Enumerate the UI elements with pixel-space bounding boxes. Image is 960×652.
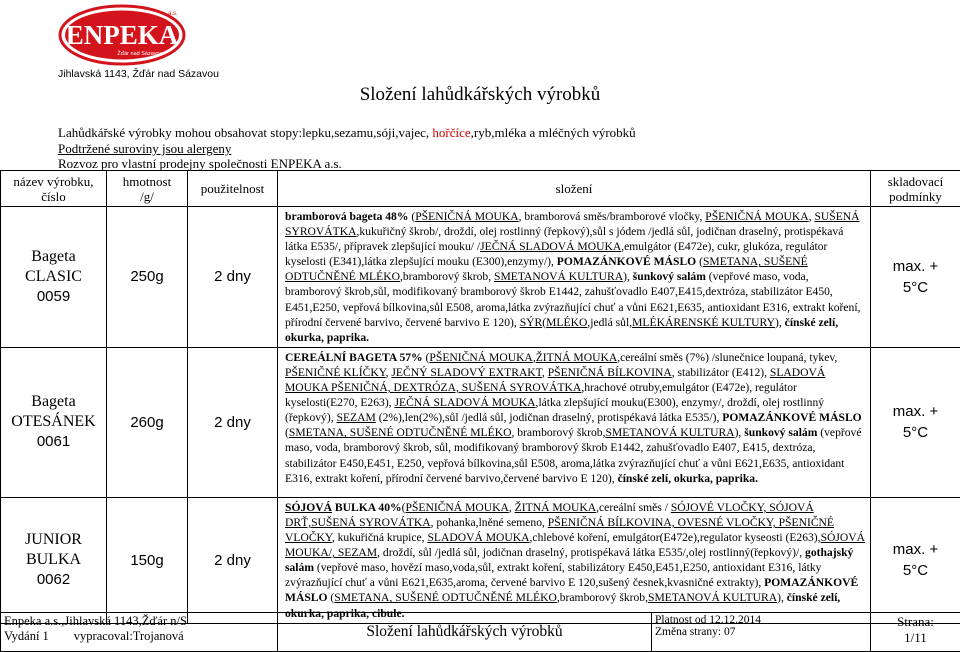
footer-page-change: Změna strany: 07	[655, 626, 736, 638]
table-row	[1, 207, 960, 348]
svg-text:a.s.: a.s.	[168, 11, 178, 17]
header-usage: použitelnost	[188, 171, 278, 207]
footer-doc-title: Složení lahůdkářských výrobků	[278, 613, 652, 652]
product-storage: max. + 5°C	[871, 497, 960, 623]
header-storage: skladovací podmínky	[871, 171, 960, 207]
company-address: Jihlavská 1143, Žďár nad Sázavou	[58, 68, 219, 80]
footer-page-label: Strana:	[897, 614, 934, 629]
product-name: JUNIOR BULKA 0062	[1, 497, 107, 623]
product-storage: max. + 5°C	[871, 347, 960, 497]
product-composition: bramborová bageta 48% (PŠENIČNÁ MOUKA, bramborová směs/bramborové vločky, PŠENIČNÁ MOUKA, SUŠENÁ SYROVÁTKA,kukuřičný škrob/, droždí, olej rostlinný (řepkový),sůl s jódem /jedlá sůl, jodičnan draselný, protispékavá látka E535/, přípravek zlepšující mouku/ /JEČNÁ SLADOVÁ MOUKA,emulgátor (E472e), cukr, glukóza, regulátor kyselosti (E341),látka zlepšující mouku (E300),enzymy/), POMAZÁNKOVÉ MÁSLO (SMETANA, SUŠENÉ ODTUČNĚNÉ MLÉKO,bramborový škrob, SMETANOVÁ KULTURA), šunkový salám (vepřové maso, voda, bramborový škrob,sůl, modifikovaný bramborový škrob E1442, zahušťovadlo E407,E415,dextróza, stabilizátor E450, E451,E250, vepřová bílkovina,sůl E508, aroma,látka zvýrazňující chuť a vůni E621,E635, antioxidant E316, extrakt koření, přírodní červené barvivo, červené barvivo E 120), SÝR(MLÉKO,jedlá sůl,MLÉKÁRENSKÉ KULTURY), čínské zelí, okurka, paprika.	[278, 207, 871, 348]
footer-issue: Vydání 1 vypracoval:Trojanová	[4, 629, 184, 643]
product-storage: max. + 5°C	[871, 207, 960, 348]
svg-text:Žďár nad Sázavou: Žďár nad Sázavou	[117, 51, 163, 57]
table-row	[1, 497, 960, 623]
product-weight: 150g	[107, 497, 188, 623]
header-composition: složení	[278, 171, 871, 207]
product-weight: 250g	[107, 207, 188, 348]
header-weight: hmotnost /g/	[107, 171, 188, 207]
footer-company-address: Enpeka a.s.,Jihlavská 1143,Žďár n/S	[4, 614, 187, 628]
underline-notice: Podtržené suroviny jsou alergeny	[58, 141, 232, 156]
footer-page	[871, 613, 960, 652]
footer-valid-from: Platnost od 12.12.2014	[655, 614, 762, 626]
footer-page-number: 1/11	[904, 630, 927, 645]
product-composition: SÓJOVÁ BULKA 40%(PŠENIČNÁ MOUKA, ŽITNÁ MOUKA,cereální směs / SÓJOVÉ VLOČKY, SÓJOVÁ DRŤ,SUŠENÁ SYROVÁTKA, pohanka,lněné semeno, PŠENIČNÁ BÍLKOVINA, OVESNÉ VLOČKY, PŠENIČNÉ VLOČKY, kukuřičná krupice, SLADOVÁ MOUKA,chlebové koření, emulgátor(E472e),regulator kyseosti (E263),SÓJOVÁ MOUKA/, SEZAM, droždí, sůl /jedlá sůl, jodičnan draselný, protispékavá látka E535/,olej rostlinný(řepkový)/, gothajský salám (vepřové maso, hovězí maso,voda,sůl, extrakt koření, stabilizátory E450,E451,E250, antioxidant E316, látky zvýrazňující chuť a vůni E621,E635,aroma, červené barvivo E 120,sušený česnek,kvasničné extrakty), POMAZÁNKOVÉ MÁSLO (SMETANA, SUŠENÉ ODTUČNĚNÉ MLÉKO,bramborový škrob,SMETANOVÁ KULTURA), čínské zelí, okurka, paprika, cibule.	[278, 497, 871, 623]
header-name: název výrobku, číslo	[1, 171, 107, 207]
footer-company	[1, 613, 278, 652]
product-usage: 2 dny	[188, 497, 278, 623]
page-footer	[0, 612, 960, 652]
page-title: Složení lahůdkářských výrobků	[359, 84, 601, 105]
distribution-notice: Rozvoz pro vlastní prodejny společnosti ENPEKA a.s.	[58, 156, 342, 171]
table-row	[1, 347, 960, 497]
product-name: Bageta CLASIC 0059	[1, 207, 107, 348]
product-name: Bageta OTESÁNEK 0061	[1, 347, 107, 497]
product-weight: 260g	[107, 347, 188, 497]
enpeka-logo	[58, 4, 186, 66]
footer-validity	[652, 613, 871, 652]
product-usage: 2 dny	[188, 347, 278, 497]
allergen-notice: Lahůdkářské výrobky mohou obsahovat stopy:lepku,sezamu,sóji,vajec, hořčíce,ryb,mléka a mléčných výrobků	[58, 125, 636, 140]
product-table	[0, 170, 960, 624]
table-header-row	[1, 171, 960, 207]
product-usage: 2 dny	[188, 207, 278, 348]
product-composition: CEREÁLNÍ BAGETA 57% (PŠENIČNÁ MOUKA,ŽITNÁ MOUKA,cereální směs (7%) /slunečnice loupaná, tykev, PŠENIČNÉ KLÍČKY, JEČNÝ SLADOVÝ EXTRAKT, PŠENIČNÁ BÍLKOVINA, stabilizátor (E412), SLADOVÁ MOUKA PŠENIČNÁ, DEXTRÓZA, SUŠENÁ SYROVÁTKA,hrachové otruby,emulgátor (E472e), regulátor kyselosti(E270, E263), JEČNÁ SLADOVÁ MOUKA,látka zlepšující mouku(E300), enzymy/, droždí, olej rostlinný (řepkový), SEZAM (2%),len(2%),sůl /jedlá sůl, jodičnan draselný, protispékavá látka E535/), POMAZÁNKOVÉ MÁSLO (SMETANA, SUŠENÉ ODTUČNĚNÉ MLÉKO, bramborový škrob,SMETANOVÁ KULTURA), šunkový salám (vepřové maso, voda, bramborový škrob, sůl, modifikovaný bramborový škrob E1442, zahušťovadlo E407, E415, dextróza, stabilizátor E450,E451, E250, vepřová bílkovina,sůl E508, aroma,látka zvýrazňující chuť a vůni E621,E635, antioxidant E316, extrakt koření, přírodní červené barvivo,červené barvivo E 120), čínské zelí, okurka, paprika.	[278, 347, 871, 497]
svg-text:ENPEKA: ENPEKA	[65, 20, 179, 50]
